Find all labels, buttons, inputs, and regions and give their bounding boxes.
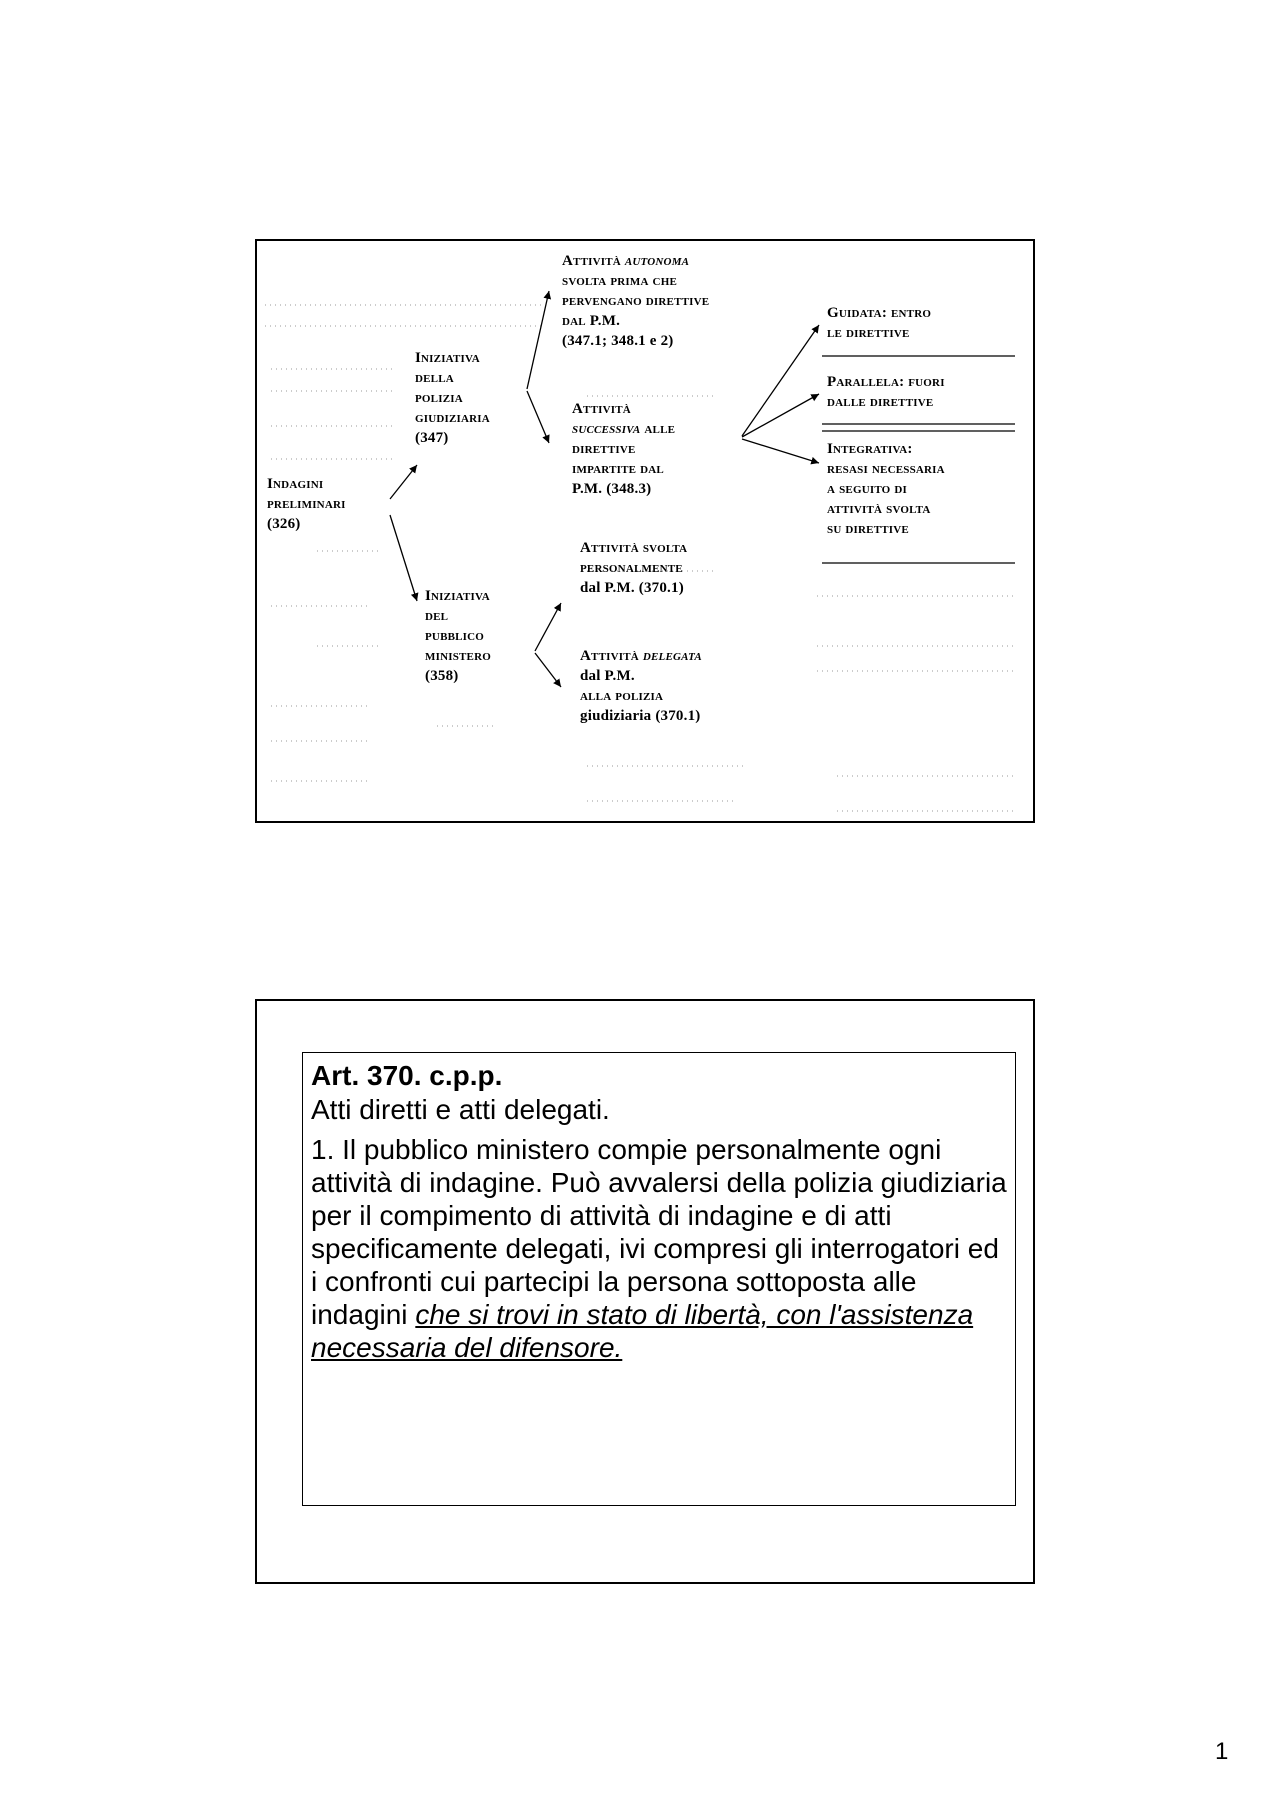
diagram-slide bbox=[255, 239, 1035, 823]
node-line: dal P.M. bbox=[562, 313, 621, 329]
article-box bbox=[302, 1052, 1016, 1506]
node-line: dal P.M. bbox=[580, 668, 635, 684]
node-line: (347) bbox=[415, 430, 449, 446]
node-line: personalmente bbox=[580, 560, 683, 576]
article-body bbox=[311, 1133, 1007, 1364]
node-line: polizia bbox=[415, 390, 463, 406]
node-line: Iniziativa bbox=[415, 350, 480, 366]
node-line: a seguito di bbox=[827, 481, 907, 497]
node-indagini-preliminari bbox=[267, 474, 346, 534]
node-line: giudiziaria bbox=[415, 410, 490, 426]
node-line: pubblico bbox=[425, 628, 485, 644]
node-line: pervengano direttive bbox=[562, 293, 710, 309]
node-line: alla polizia bbox=[580, 688, 664, 704]
node-line: dal P.M. (370.1) bbox=[580, 580, 684, 596]
node-line: preliminari bbox=[267, 496, 346, 512]
node-line: Attività svolta bbox=[580, 540, 688, 556]
node-line: dalle direttive bbox=[827, 394, 934, 410]
node-line: su direttive bbox=[827, 521, 909, 537]
node-line: Guidata: entro bbox=[827, 305, 932, 321]
node-line: impartite dal bbox=[572, 461, 664, 477]
node-attivita-successiva bbox=[572, 399, 675, 499]
node-line: direttive bbox=[572, 441, 636, 457]
node-line: Attività bbox=[580, 648, 639, 664]
node-guidata bbox=[827, 303, 931, 343]
node-line: ministero bbox=[425, 648, 491, 664]
node-attivita-personale bbox=[580, 538, 687, 598]
node-line: Parallela: fuori bbox=[827, 374, 945, 390]
node-line: Attività bbox=[562, 253, 621, 269]
node-line: del bbox=[425, 608, 449, 624]
node-line: Integrativa: bbox=[827, 441, 913, 457]
node-parallela bbox=[827, 372, 945, 412]
article-slide bbox=[255, 999, 1035, 1584]
node-line: (347.1; 348.1 e 2) bbox=[562, 333, 674, 349]
node-iniziativa-polizia bbox=[415, 348, 490, 448]
page-number: 1 bbox=[1215, 1738, 1229, 1765]
node-emphasis: successiva bbox=[572, 421, 641, 437]
article-body-text: 1. Il pubblico ministero compie personalmente ogni attività di indagine. Può avvalersi della polizia giudiziaria per il compimento di attività di indagine e di atti specificamente delegati, ivi compresi gli interrogatori ed i confronti cui partecipi la persona sottoposta alle indagini bbox=[311, 1134, 1007, 1330]
node-line: (358) bbox=[425, 668, 459, 684]
node-line: giudiziaria (370.1) bbox=[580, 708, 701, 724]
article-subtitle: Atti diretti e atti delegati. bbox=[311, 1094, 610, 1125]
node-line: attività svolta bbox=[827, 501, 931, 517]
node-emphasis: delegata bbox=[642, 648, 702, 664]
node-line: resasi necessaria bbox=[827, 461, 945, 477]
node-iniziativa-pm bbox=[425, 586, 491, 686]
node-line: della bbox=[415, 370, 454, 386]
node-line: alle bbox=[644, 421, 676, 437]
node-integrativa bbox=[827, 439, 945, 539]
node-line: (326) bbox=[267, 516, 301, 532]
node-line: Attività bbox=[572, 401, 631, 417]
article-title: Art. 370. c.p.p. bbox=[311, 1060, 503, 1091]
node-line: svolta prima che bbox=[562, 273, 677, 289]
node-attivita-autonoma bbox=[562, 251, 709, 351]
node-line: Iniziativa bbox=[425, 588, 490, 604]
node-line: Indagini bbox=[267, 476, 324, 492]
node-emphasis: autonoma bbox=[624, 253, 690, 269]
node-line: le direttive bbox=[827, 325, 910, 341]
article-body-emphasis: che si trovi in stato di libertà, con l'assistenza necessaria del difensore. bbox=[311, 1299, 974, 1363]
node-attivita-delegata bbox=[580, 646, 702, 726]
node-line: P.M. (348.3) bbox=[572, 481, 652, 497]
